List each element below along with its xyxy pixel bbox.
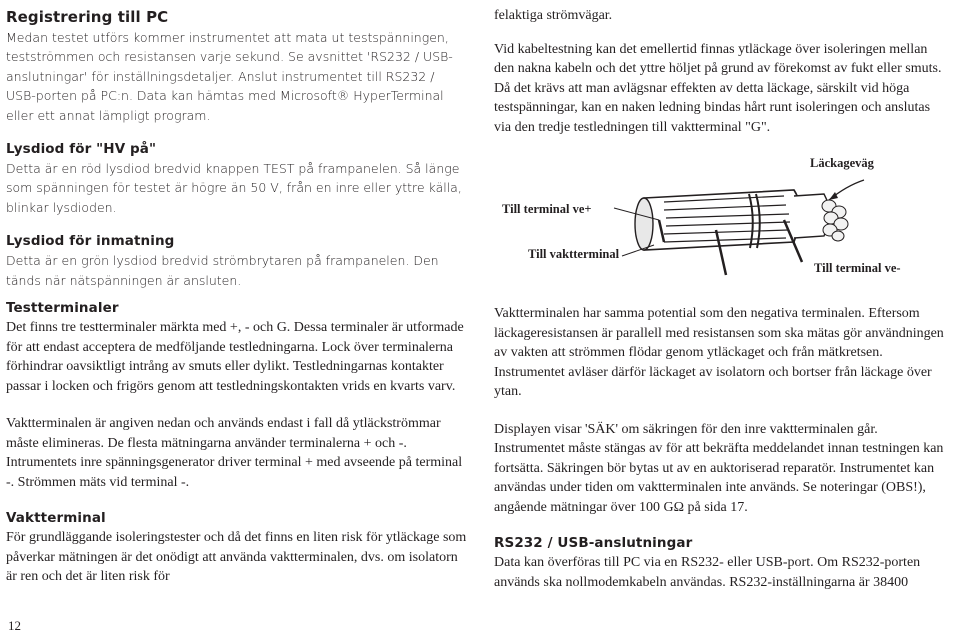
left-bottom-column (6, 300, 468, 605)
display-fuse-text: Displayen visar 'SÄK' om säkringen för den inre vaktterminalen går. Instrumentet måste stängas av för att bekräfta meddelandet innan testningen kan fortsätta. Säkringen bör bytas ut av en auktoriserad reparatör. Instrumentet kan användas under tiden om vaktterminalen inte används. Se noteringar (OBS!), angående mätningar över 100 GΩ på sida 17. (494, 421, 944, 515)
registration-heading: Registrering till PC (6, 8, 169, 26)
page-number: 12 (8, 618, 21, 633)
hv-led-heading: Lysdiod för "HV på" (6, 141, 157, 158)
rs232-usb-heading: RS232 / USB-anslutningar (494, 535, 693, 551)
guard-potential-text: Vaktterminalen har samma potential som den negativa terminalen. Eftersom läckageresistansen är parallell med resistansen som ska mätas gör användningen av vakten att strömmen flödar genom ytläckaget och från mätkretsen. Instrumentet avläser därför läckaget av isolatorn och bortser från läckage över ytan. (494, 306, 944, 399)
input-led-text: Detta är en grön lysdiod bredvid strömbrytaren på frampanelen. Den tänds när nätspänningen är ansluten. (6, 253, 439, 288)
label-to-minus-terminal: Till terminal ve- (814, 261, 901, 275)
guard-terminal-text: För grundläggande isoleringstester och då det finns en liten risk för ytläckage som påverkar mätningen är det onödigt att använda vaktterminalen, dvs. om isolatorn är ren och det är liten risk för (6, 530, 467, 584)
rs232-usb-text: Data kan överföras till PC via en RS232- eller USB-port. Om RS232-porten används ska nollmodemkabeln användas. RS232-inställningarna är 38400 (494, 555, 921, 590)
hv-led-text: Detta är en röd lysdiod bredvid knappen TEST på frampanelen. Så länge som spänningen för testet är högre än 50 V, från en inre eller yttre källa, blinkar lysdioden. (6, 161, 462, 215)
guard-terminal-heading: Vaktterminal (6, 510, 106, 526)
left-top-column (6, 8, 468, 308)
continued-text: felaktiga strömvägar. (494, 8, 613, 23)
label-to-plus-terminal: Till terminal ve+ (502, 202, 592, 216)
input-led-heading: Lysdiod för inmatning (6, 233, 175, 250)
cable-testing-text: Vid kabeltestning kan det emellertid finnas ytläckage över isoleringen mellan den nakna kabeln och det yttre höljet på grund av förekomst av fukt eller smuts. Då det krävs att man avlägsnar effekten av detta läckage, särskilt vid höga testspänningar, kan en naken ledning bindas hårt runt isoleringen och anslutas via den tredje testledningen till vaktterminal "G". (494, 41, 942, 135)
guard-intro-text: Vaktterminalen är angiven nedan och används endast i fall då ytläckströmmar måste elimineras. De flesta mätningarna använder terminalerna + och -. Intrumentets inre spänningsgenerator driver terminal + med avseende på terminal -. Strömmen mäts vid terminal -. (6, 416, 463, 490)
right-bottom-column (494, 304, 950, 610)
cable-guard-figure (494, 150, 950, 285)
test-terminals-heading: Testterminaler (6, 300, 119, 316)
label-leakage-path: Läckageväg (810, 156, 874, 170)
registration-text: Medan testet utförs kommer instrumentet att mata ut testspänningen, testströmmen och resistansen varje sekund. Se avsnittet 'RS232 / USB-anslutningar' för inställningsdetaljer. Anslut instrumentet till RS232 / USB-porten på PC:n. Data kan hämtas med Microsoft® HyperTerminal eller ett annat lämpligt program. (6, 30, 453, 123)
label-to-guard-terminal: Till vaktterminal (528, 247, 620, 261)
right-top-column (494, 6, 950, 155)
test-terminals-text: Det finns tre testterminaler märkta med +, - och G. Dessa terminaler är utformade för att endast acceptera de medföljande testledningarna. Lock över terminalerna förhindrar oavsiktligt intrång av smuts eller dylikt. Testledningarnas kontakter passar i locken och frigörs genom att testledningskontakten vrids en kvarts varv. (6, 320, 464, 394)
